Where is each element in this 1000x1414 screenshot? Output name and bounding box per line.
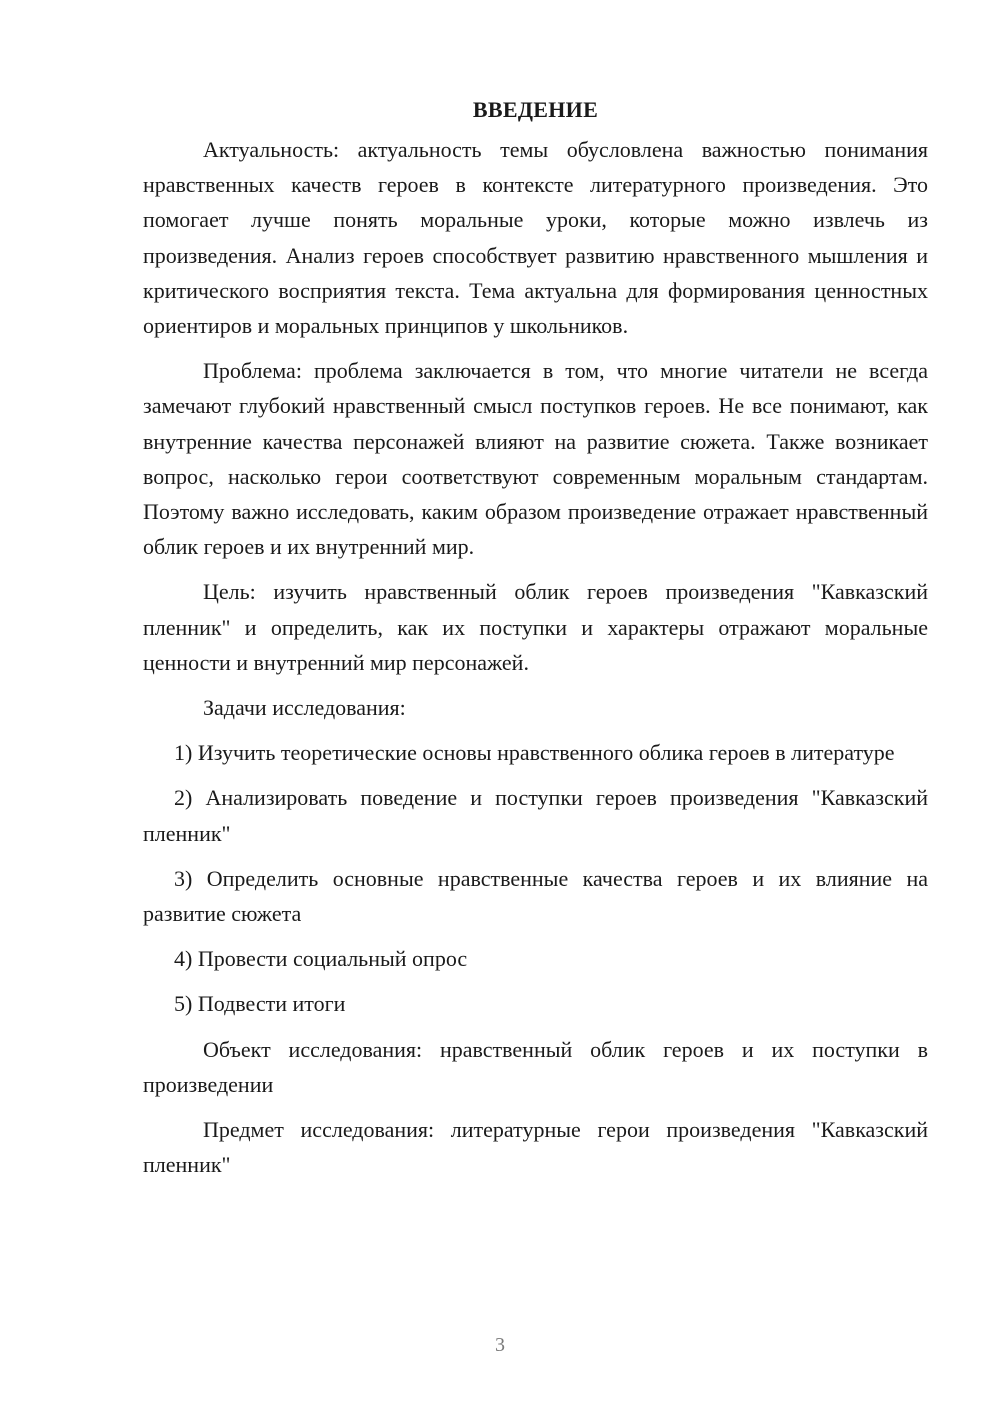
relevance-paragraph: Актуальность: актуальность темы обусловлена важностью понимания нравственных качеств героев в контексте литературного произведения. Это помогает лучше понять моральные уроки, которые можно извлечь из произведения. Анализ героев способствует развитию нравственного мышления и критического восприятия текста. Тема актуальна для формирования ценностных ориентиров и моральных принципов у школьников. (143, 137, 928, 339)
list-item-task-4: 4) Провести социальный опрос (174, 946, 468, 972)
problem-paragraph: Проблема: проблема заключается в том, что многие читатели не всегда замечают глубокий нравственный смысл поступков героев. Не все понимают, как внутренние качества персонажей влияют на развитие сюжета. Также возникает вопрос, насколько герои соответствуют современным моральным стандартам. Поэтому важно исследовать, каким образом произведение отражает нравственный облик героев и их внутренний мир. (143, 358, 928, 560)
document-page (143, 92, 928, 1182)
page-number: 3 (495, 1334, 505, 1356)
list-item-task-3: 3) Определить основные нравственные качества героев и их влияние на развитие сюжета (143, 865, 928, 927)
tasks-title: Задачи исследования: (203, 695, 406, 721)
list-item-task-1: 1) Изучить теоретические основы нравственного облика героев в литературе (174, 740, 895, 766)
object-paragraph: Объект исследования: нравственный облик героев и их поступки в произведении (143, 1036, 928, 1097)
list-item-task-5: 5) Подвести итоги (174, 991, 346, 1017)
page-title: ВВЕДЕНИЕ (472, 97, 599, 122)
goal-paragraph: Цель: изучить нравственный облик героев произведения "Кавказский пленник" и определить, как их поступки и характеры отражают моральные ценности и внутренний мир персонажей. (143, 579, 928, 675)
list-item-task-2: 2) Анализировать поведение и поступки героев произведения "Кавказский пленник" (143, 785, 928, 846)
subject-paragraph: Предмет исследования: литературные герои произведения "Кавказский пленник" (143, 1117, 928, 1178)
